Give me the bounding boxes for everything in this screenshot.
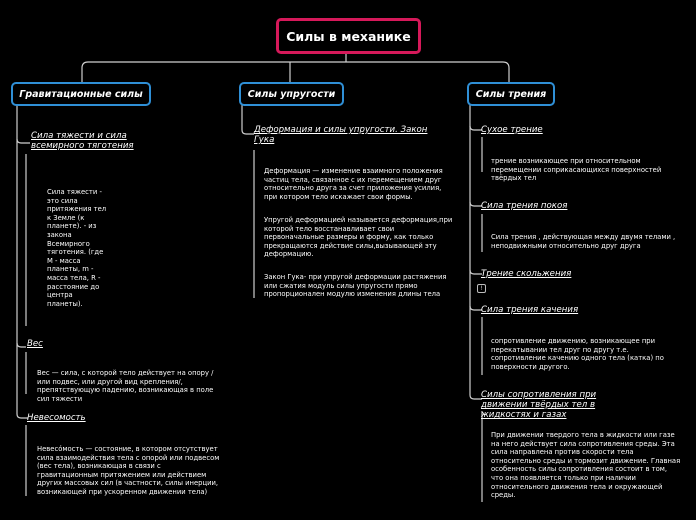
topic-drag-forces[interactable]: Силы сопротивления при движении твёрдых тел в жидкостях и газах: [481, 390, 597, 420]
info-icon[interactable]: !: [477, 284, 486, 293]
topic-weightlessness[interactable]: Невесомость: [27, 413, 86, 423]
branch-friction[interactable]: [467, 82, 555, 106]
topic-rolling-friction[interactable]: Сила трения качения: [481, 305, 579, 315]
note-drag-forces: При движении твердого тела в жидкости или газе на него действует сила сопротивления среды. Эта сила направлена против скорости тела относительно среды и тормозит движение. Главная особенность силы сопротивления состоит в том, что она появляется только при наличии относительного движения тела и окружающей среды.: [491, 431, 681, 500]
branch-gravitational[interactable]: [11, 82, 151, 106]
topic-gravity-force[interactable]: Сила тяжести и сила всемирного тяготения: [31, 131, 134, 151]
root-title: Силы в механике: [286, 28, 411, 44]
note-hooke-law: Закон Гука- при упругой деформации растяжения или сжатия модуль силы упругости прямо пропорционален модулю изменения длины тела: [264, 273, 447, 299]
note-static-friction: Сила трения , действующая между двумя телами , неподвижными относительно друг друга: [491, 233, 676, 250]
note-elastic-deformation: Упругой деформацией называется деформация,при которой тело восстанавливает свои первоначальные размеры и форму, как только прекращаются действие силы,вызывающей эту деформацию.: [264, 216, 453, 259]
branch-title: Силы трения: [475, 88, 547, 100]
note-deformation: Деформация — изменение взаимного положения частиц тела, связанное с их перемещением друг относительно друга за счет приложения усилия, при котором тело искажает свои формы.: [264, 167, 443, 201]
topic-weight[interactable]: Вес: [27, 339, 43, 349]
topic-deformation[interactable]: Деформация и силы упругости. Закон Гука: [254, 125, 428, 145]
branch-title: Гравитационные силы: [19, 88, 143, 100]
note-weight: Вес — сила, с которой тело действует на опору /или подвес, или другой вид крепления/, препятствующую падению, возникающая в поле сил тяжести: [37, 369, 214, 403]
branch-elastic[interactable]: [239, 82, 344, 106]
note-gravity: Сила тяжести - это сила притяжения тел к Земле (к планете). - из закона Всемирного тяготения. (где M - масса планеты, m - масса тела, R - расстояние до центра планеты).: [47, 188, 107, 308]
topic-static-friction[interactable]: Сила трения покоя: [481, 201, 568, 211]
note-weightlessness: Невесо́мость — состояние, в котором отсутствует сила взаимодействия тела с опорой или подвесом (вес тела), возникающая в связи с гравитационным притяжением или действием других массовых сил (в частности, силы инерции, возникающей при ускоренном движении тела): [37, 445, 220, 496]
topic-dry-friction[interactable]: Сухое трение: [481, 125, 543, 135]
topic-sliding-friction[interactable]: Трение скольжения: [481, 269, 572, 279]
root-node[interactable]: [276, 18, 421, 54]
note-rolling-friction: сопротивление движению, возникающее при перекатывании тел друг по другу т.е. сопротивление качению одного тела (катка) по поверхности другого.: [491, 337, 664, 371]
branch-title: Силы упругости: [247, 88, 336, 100]
note-dry-friction: трение возникающее при относительном перемещении соприкасающихся поверхностей твёрдых тел: [491, 157, 662, 183]
